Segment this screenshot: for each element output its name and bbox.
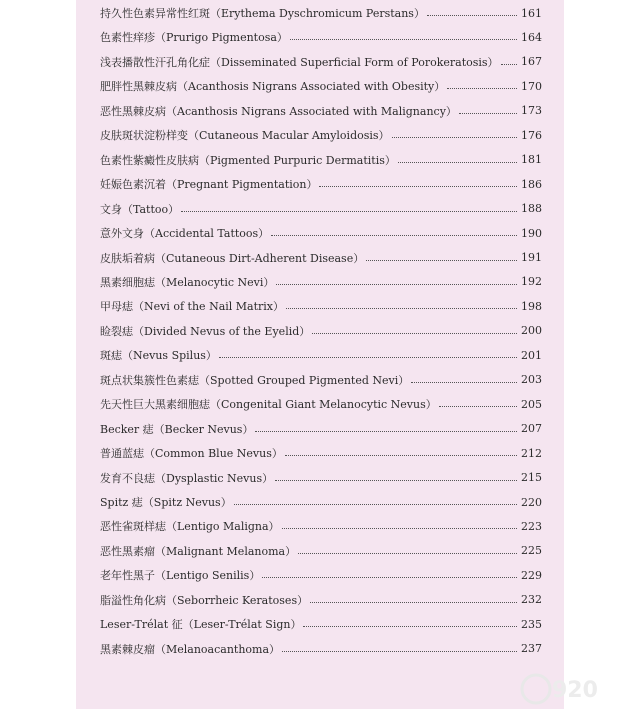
dot-leader [312, 332, 517, 334]
dot-leader [275, 479, 517, 481]
toc-entry[interactable] [100, 52, 542, 72]
dot-leader [234, 503, 517, 505]
toc-entry-title: 恶性黑素瘤（Malignant Melanoma） [100, 544, 297, 558]
toc-entry-page-number: 203 [521, 373, 542, 387]
toc-entry-page-number: 205 [521, 397, 542, 411]
toc-entry[interactable] [100, 443, 542, 463]
toc-entry-title: 色素性紫癜性皮肤病（Pigmented Purpuric Dermatitis） [100, 153, 396, 167]
toc-entry[interactable] [100, 394, 542, 414]
toc-entry-title: Becker 痣（Becker Nevus） [100, 422, 254, 436]
toc-entry[interactable] [100, 590, 542, 610]
toc-entry-title: 黑素棘皮瘤（Melanoacanthoma） [100, 642, 281, 656]
toc-entry-page-number: 191 [521, 251, 542, 264]
toc-entry-title: Spitz 痣（Spitz Nevus） [100, 496, 232, 509]
toc-entry-title: Leser-Trélat 征（Leser-Trélat Sign） [100, 618, 302, 632]
toc-entry-page-number: 190 [521, 226, 542, 240]
toc-entry-title: 斑痣（Nevus Spilus） [100, 349, 217, 363]
toc-entry-page-number: 225 [521, 544, 542, 558]
toc-entry-title: 甲母痣（Nevi of the Nail Matrix） [100, 300, 285, 314]
toc-entry[interactable] [100, 321, 542, 341]
toc-entry-title: 文身（Tattoo） [100, 202, 180, 216]
dot-leader [286, 307, 517, 309]
toc-entry-title: 发育不良痣（Dysplastic Nevus） [100, 471, 274, 485]
toc-entry-title: 意外文身（Accidental Tattoos） [100, 227, 270, 241]
dot-leader [262, 576, 517, 578]
toc-entry[interactable] [100, 101, 542, 121]
toc-entry-page-number: 237 [521, 642, 542, 656]
dot-leader [366, 259, 517, 261]
dot-leader [310, 601, 517, 603]
toc-entry-title: 色素性痒疹（Prurigo Pigmentosa） [100, 31, 288, 45]
dot-leader [459, 112, 517, 114]
toc-entry-title: 先天性巨大黑素细胞痣（Congenital Giant Melanocytic Nevus） [100, 398, 437, 412]
toc-entry-title: 肥胖性黑棘皮病（Acanthosis Nigrans Associated with Obesity） [100, 80, 446, 94]
toc-entry-page-number: 164 [521, 30, 542, 44]
toc-entry[interactable] [100, 296, 542, 316]
toc-entry[interactable] [100, 248, 542, 268]
dot-leader [282, 527, 517, 529]
toc-entry[interactable] [100, 223, 542, 243]
toc-entry-page-number: 167 [521, 55, 542, 69]
dot-leader [439, 405, 517, 407]
dot-leader [276, 283, 517, 285]
toc-entry-page-number: 201 [521, 348, 542, 362]
toc-entry-page-number: 207 [521, 422, 542, 436]
toc-entry-page-number: 181 [521, 153, 542, 167]
toc-entry-page-number: 212 [521, 446, 542, 460]
dot-leader [271, 234, 517, 236]
toc-entry-title: 皮肤斑状淀粉样变（Cutaneous Macular Amyloidosis） [100, 129, 390, 143]
toc-entry-page-number: 161 [521, 6, 542, 20]
toc-entry[interactable] [100, 492, 542, 512]
toc-entry[interactable] [100, 27, 542, 47]
toc-entry[interactable] [100, 199, 542, 219]
toc-entry-page-number: 229 [521, 568, 542, 582]
toc-entry-page-number: 200 [521, 324, 542, 338]
toc-entry-title: 妊娠色素沉着（Pregnant Pigmentation） [100, 178, 318, 192]
toc-entry-page-number: 215 [521, 471, 542, 485]
dot-leader [303, 625, 517, 627]
toc-entry[interactable] [100, 272, 542, 292]
dot-leader [181, 210, 517, 212]
toc-entry[interactable] [100, 150, 542, 170]
toc-entry[interactable] [100, 76, 542, 96]
toc-entry[interactable] [100, 345, 542, 365]
toc-entry-title: 皮肤垢着病（Cutaneous Dirt-Adherent Disease） [100, 251, 365, 265]
toc-entry[interactable] [100, 541, 542, 561]
toc-entry-title: 脂溢性角化病（Seborrheic Keratoses） [100, 593, 309, 607]
toc-entry-title: 老年性黑子（Lentigo Senilis） [100, 569, 261, 583]
toc-entry-title: 黑素细胞痣（Melanocytic Nevi） [100, 275, 275, 289]
dot-leader [392, 136, 517, 138]
toc-entry[interactable] [100, 516, 542, 536]
toc-entry-title: 睑裂痣（Divided Nevus of the Eyelid） [100, 324, 311, 338]
toc-entry-page-number: 232 [521, 593, 542, 607]
toc-entry-title: 普通蓝痣（Common Blue Nevus） [100, 447, 283, 461]
toc-entry-page-number: 220 [521, 495, 542, 509]
toc-entry-page-number: 198 [521, 299, 542, 313]
toc-entry[interactable] [100, 419, 542, 439]
toc-entry-page-number: 186 [521, 177, 542, 191]
dot-leader [255, 430, 517, 432]
toc-entry-title: 持久性色素异常性红斑（Erythema Dyschromicum Perstans） [100, 7, 425, 20]
toc-entry[interactable] [100, 639, 542, 659]
toc-entry-page-number: 173 [521, 104, 542, 118]
toc-entry-title: 恶性黑棘皮病（Acanthosis Nigrans Associated with Malignancy） [100, 104, 457, 118]
toc-entry[interactable] [100, 174, 542, 194]
toc-entry-page-number: 223 [521, 519, 542, 533]
dot-leader [319, 185, 517, 187]
toc-entry[interactable] [100, 3, 542, 23]
toc-entry[interactable] [100, 370, 542, 390]
toc-entry-page-number: 176 [521, 128, 542, 142]
dot-leader [501, 63, 517, 65]
toc-entry[interactable] [100, 565, 542, 585]
dot-leader [398, 161, 517, 163]
svg-text:920: 920 [552, 678, 598, 703]
toc-entry[interactable] [100, 614, 542, 634]
toc-entry-page-number: 192 [521, 275, 542, 289]
toc-entry-page-number: 188 [521, 202, 542, 216]
dot-leader [427, 14, 517, 16]
watermark-logo-icon [516, 667, 636, 707]
dot-leader [290, 38, 517, 40]
toc-entry[interactable] [100, 468, 542, 488]
toc-entry-title: 浅表播散性汗孔角化症（Disseminated Superficial Form of Porokeratosis） [100, 55, 499, 69]
dot-leader [219, 356, 517, 358]
dot-leader [285, 454, 517, 456]
toc-entry-page-number: 235 [521, 617, 542, 631]
dot-leader [282, 650, 517, 652]
toc-entry-title: 恶性雀斑样痣（Lentigo Maligna） [100, 520, 280, 534]
toc-entry[interactable] [100, 125, 542, 145]
dot-leader [411, 381, 517, 383]
dot-leader [298, 552, 517, 554]
toc-entry-title: 斑点状集簇性色素痣（Spotted Grouped Pigmented Nevi） [100, 373, 410, 387]
toc-entry-page-number: 170 [521, 79, 542, 93]
dot-leader [447, 87, 517, 89]
